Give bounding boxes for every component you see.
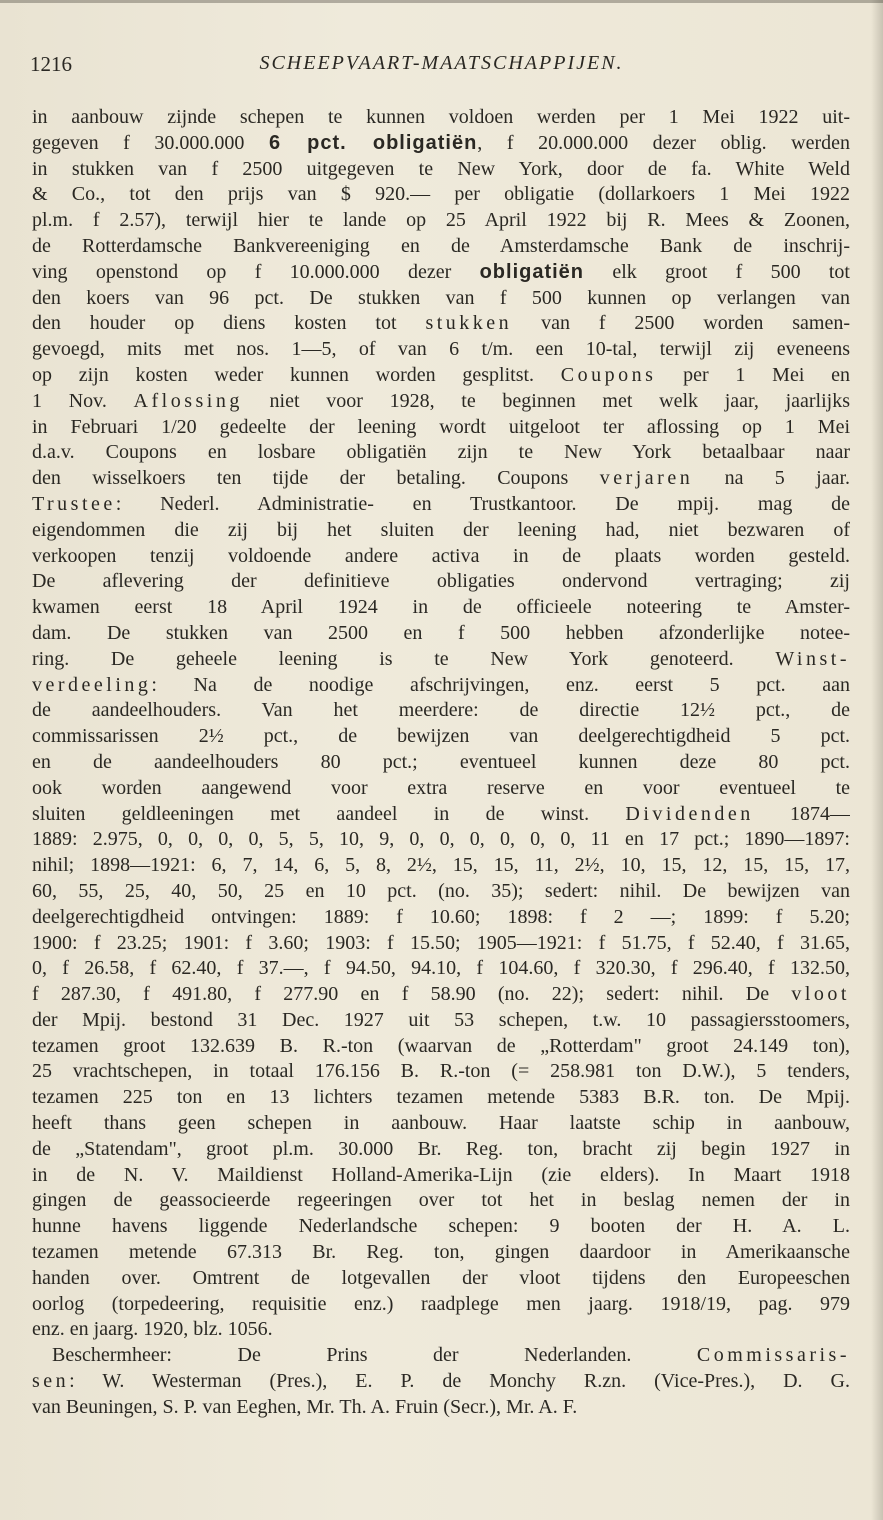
text-line: de „Statendam", groot pl.m. 30.000 Br. Reg. ton, bracht zij begin 1927 in [32, 1137, 850, 1160]
text-line: Trustee: Nederl. Administratie- en Trustkantoor. De mpij. mag de [32, 492, 850, 515]
text-line: verkoopen tenzij voldoende andere activa in de plaats worden gesteld. [32, 544, 850, 567]
page-number: 1216 [30, 52, 72, 76]
page-shadow [871, 0, 883, 1520]
text-line: tezamen metende 67.313 Br. Reg. ton, gingen daardoor in Amerikaansche [32, 1241, 850, 1264]
text-line: oorlog (torpedeering, requisitie enz.) raadplege men jaarg. 1918/19, pag. 979 [32, 1292, 850, 1315]
text-line: sluiten geldleeningen met aandeel in de winst. Dividenden 1874— [32, 802, 850, 825]
text-line: tezamen 225 ton en 13 lichters tezamen metende 5383 B.R. ton. De Mpij. [32, 1086, 850, 1109]
text-line: verdeeling: Na de noodige afschrijvingen, enz. eerst 5 pct. aan [32, 673, 850, 696]
text-line: van Beuningen, S. P. van Eeghen, Mr. Th. A. Fruin (Secr.), Mr. A. F. [32, 1395, 578, 1418]
text-line: pl.m. f 2.57), terwijl hier te lande op 25 April 1922 bij R. Mees & Zoonen, [32, 209, 850, 232]
text-line: f 287.30, f 491.80, f 277.90 en f 58.90 (no. 22); sedert: nihil. De vloot [32, 983, 850, 1006]
text-line: De aflevering der definitieve obligaties ondervond vertraging; zij [32, 570, 850, 593]
text-line: in de N. V. Maildienst Holland-Amerika-Lijn (zie elders). In Maart 1918 [32, 1163, 850, 1186]
text-line: commissarissen 2½ pct., de bewijzen van deelgerechtigdheid 5 pct. [32, 725, 850, 748]
text-line: & Co., tot den prijs van $ 920.— per obligatie (dollarkoers 1 Mei 1922 [32, 183, 850, 206]
text-line: eigendommen die zij bij het sluiten der leening had, niet bezwaren of [32, 518, 850, 541]
page-header [0, 52, 883, 92]
text-line: 1900: f 23.25; 1901: f 3.60; 1903: f 15.50; 1905—1921: f 51.75, f 52.40, f 31.65, [32, 931, 850, 954]
text-line: gingen de geassocieerde regeeringen over tot het in beslag nemen der in [32, 1189, 850, 1212]
text-line: ook worden aangewend voor extra reserve en voor eventueel te [32, 776, 850, 799]
text-line: de aandeelhouders. Van het meerdere: de directie 12½ pct., de [32, 699, 850, 722]
text-line: den wisselkoers ten tijde der betaling. Coupons verjaren na 5 jaar. [32, 467, 850, 490]
text-line: deelgerechtigdheid ontvingen: 1889: f 10.60; 1898: f 2 —; 1899: f 5.20; [32, 905, 850, 928]
text-line: den koers van 96 pct. De stukken van f 500 kunnen op verlangen van [32, 286, 850, 309]
text-line: de Rotterdamsche Bankvereeniging en de Amsterdamsche Bank de inschrij- [32, 234, 850, 257]
text-line: 60, 55, 25, 40, 50, 25 en 10 pct. (no. 35); sedert: nihil. De bewijzen van [32, 879, 850, 902]
text-line: 25 vrachtschepen, in totaal 176.156 B. R.-ton (= 258.981 ton D.W.), 5 tenders, [32, 1060, 850, 1083]
text-line: 0, f 26.58, f 62.40, f 37.—, f 94.50, 94.10, f 104.60, f 320.30, f 296.40, f 132.50, [32, 957, 850, 980]
text-line: op zijn kosten weder kunnen worden gesplitst. Coupons per 1 Mei en [32, 363, 850, 386]
text-line: d.a.v. Coupons en losbare obligatiën zijn te New York betaalbaar naar [32, 441, 850, 464]
text-line: enz. en jaarg. 1920, blz. 1056. [32, 1318, 273, 1341]
text-line: in stukken van f 2500 uitgegeven te New York, door de fa. White Weld [32, 157, 850, 180]
text-line: der Mpij. bestond 31 Dec. 1927 uit 53 schepen, t.w. 10 passagiersstoomers, [32, 1008, 850, 1031]
text-line: handen over. Omtrent de lotgevallen der vloot tijdens den Europeeschen [32, 1266, 850, 1289]
text-line: ving openstond op f 10.000.000 dezer obligatiën elk groot f 500 tot [32, 260, 850, 283]
top-edge [0, 0, 883, 3]
text-line: gegeven f 30.000.000 6 pct. obligatiën, f 20.000.000 dezer oblig. werden [32, 131, 850, 154]
text-line: Beschermheer: De Prins der Nederlanden. Commissaris- [52, 1344, 850, 1367]
text-line: kwamen eerst 18 April 1924 in de officieele noteering te Amster- [32, 596, 850, 619]
text-line: heeft thans geen schepen in aanbouw. Haar laatste schip in aanbouw, [32, 1112, 850, 1135]
text-line: 1889: 2.975, 0, 0, 0, 0, 5, 5, 10, 9, 0, 0, 0, 0, 0, 0, 11 en 17 pct.; 1890—1897: [32, 828, 850, 851]
text-line: den houder op diens kosten tot stukken van f 2500 worden samen- [32, 312, 850, 335]
text-line: 1 Nov. Aflossing niet voor 1928, te beginnen met welk jaar, jaarlijks [32, 389, 850, 412]
text-line: ring. De geheele leening is te New York genoteerd. Winst- [32, 647, 850, 670]
text-line: en de aandeelhouders 80 pct.; eventueel kunnen deze 80 pct. [32, 750, 850, 773]
text-line: tezamen groot 132.639 B. R.-ton (waarvan de „Rotterdam" groot 24.149 ton), [32, 1034, 850, 1057]
text-line: hunne havens liggende Nederlandsche schepen: 9 booten der H. A. L. [32, 1215, 850, 1238]
body-text [32, 105, 850, 1421]
text-line: dam. De stukken van 2500 en f 500 hebben afzonderlijke notee- [32, 621, 850, 644]
text-line: in Februari 1/20 gedeelte der leening wordt uitgeloot ter aflossing op 1 Mei [32, 415, 850, 438]
text-line: in aanbouw zijnde schepen te kunnen voldoen werden per 1 Mei 1922 uit- [32, 106, 850, 128]
text-line: gevoegd, mits met nos. 1—5, of van 6 t/m. een 10-tal, terwijl zij eveneens [32, 338, 850, 361]
text-line: nihil; 1898—1921: 6, 7, 14, 6, 5, 8, 2½, 15, 15, 11, 2½, 10, 15, 12, 15, 15, 17, [32, 854, 850, 877]
text-line: sen: W. Westerman (Pres.), E. P. de Monchy R.zn. (Vice-Pres.), D. G. [32, 1370, 850, 1393]
running-head: SCHEEPVAART-MAATSCHAPPIJEN. [259, 52, 624, 74]
